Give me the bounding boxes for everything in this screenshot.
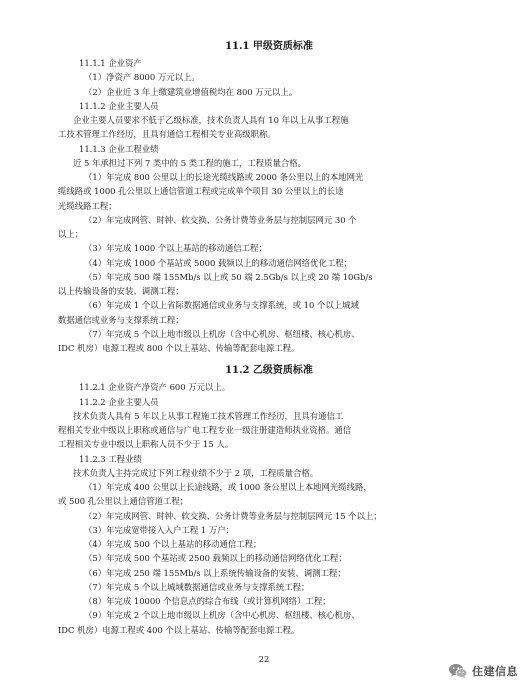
list-item: （9）年完成 2 个以上地市级以上机房（含中心机房、枢纽楼、核心机房、 [84, 610, 360, 621]
list-item-continuation: 光缆线路工程； [58, 200, 117, 211]
section-title-grade-a: 11.1 甲级资质标准 [225, 41, 313, 52]
wechat-icon [448, 663, 468, 679]
list-item-continuation: IDC 机房）电源工程或 800 个以上基站、传输等配套电源工程。 [58, 343, 300, 353]
list-item: （1）年完成 800 公里以上的长途光缆线路或 2000 条公里以上的本地网光 [84, 172, 364, 182]
paragraph-line: 程相关专业中级以上职称或通信与广电工程专业一级注册建造师执业资格。通信 [58, 425, 352, 435]
list-item: （6）年完成 250 端 155Mb/s 以上系统传输设备的安装、调测工程； [84, 567, 346, 578]
list-item: （7）年完成 5 个以上城域数据通信或业务与支撑系统工程； [84, 581, 310, 592]
list-item: （2）年完成网管、时钟、软交换、公务计费等业务层与控制层网元 15 个以上； [84, 510, 382, 521]
list-item: （4）年完成 500 个以上基站的移动通信工程； [84, 539, 262, 549]
list-item-continuation: IDC 机房）电源工程或 400 个以上基站、传输等配套电源工程。 [58, 624, 300, 635]
paragraph-line: 技术负责人主持完成过下列工程业绩不少于 2 项，工程质量合格。 [73, 467, 319, 478]
page-number: 22 [258, 654, 270, 664]
list-item-continuation: 或 500 孔公里以上通信管道工程； [58, 496, 189, 507]
subsection-heading: 11.1.3 企业工程业绩 [79, 143, 159, 154]
list-item-continuation: 数据通信或业务与支撑系统工程； [58, 314, 184, 325]
list-item: （3）年完成 1000 个以上基站的移动通信工程； [84, 243, 267, 254]
list-item: （3）年完成宽带接入入户工程 1 万户； [84, 524, 234, 535]
watermark [448, 663, 518, 679]
list-item: （7）年完成 5 个以上地市级以上机房（含中心机房、枢纽楼、核心机房、 [84, 328, 360, 339]
list-item: （5）年完成 500 个基站或 2500 载频以上的移动通信网络优化工程； [84, 553, 347, 564]
list-item: （1）净资产 8000 万元以上。 [84, 72, 200, 83]
paragraph-line: 企业主要人员要求不低于乙级标准，技术负责人具有 10 年以上从事工程施 [73, 115, 349, 125]
paragraph-line: 工程相关专业中级以上职称人员不少于 15 人。 [58, 439, 234, 450]
list-item-continuation: 以上传输设备的安装、调测工程； [58, 286, 184, 296]
paragraph-line: 近 5 年承担过下列 7 类中的 5 类工程的施工，工程质量合格。 [73, 157, 306, 168]
paragraph-line: 工技术管理工作经历，且具有通信工程相关专业高级职称。 [58, 129, 276, 140]
list-item: （2）年完成网管、时钟、软交换、公务计费等业务层与控制层网元 30 个 [84, 214, 357, 225]
section-title-grade-b: 11.2 乙级资质标准 [225, 365, 313, 377]
subsection-heading: 11.2.3 工程业绩 [79, 453, 142, 464]
list-item: （8）年完成 10000 个信息点的综合布线（或计算机网络）工程； [84, 596, 331, 606]
subsection-heading: 11.1.2 企业主要人员 [79, 100, 159, 111]
subsection-heading: 11.1.1 企业资产 [79, 58, 142, 68]
list-item: （6）年完成 1 个以上省际数据通信或业务与支撑系统，或 10 个以上城域 [84, 300, 359, 311]
list-item: （5）年完成 500 端 155Mb/s 以上或 50 端 2.5Gb/s 以上或 20 端 10Gb/s [84, 271, 373, 282]
list-item: （1）年完成 400 公里以上长途线路，或 1000 条公里以上本地网光缆线路， [84, 482, 372, 492]
subsection-heading: 11.2.1 企业资产净资产 600 万元以上。 [79, 382, 231, 393]
subsection-heading: 11.2.2 企业主要人员 [79, 396, 159, 407]
document-body [58, 40, 480, 637]
list-item-continuation: 以上； [58, 229, 84, 239]
list-item-continuation: 缆线路或 1000 孔公里以上通信管道工程或完成单个项目 30 公里以上的长途 [58, 186, 344, 197]
watermark-label: 住建信息 [472, 665, 518, 678]
paragraph-line: 技术负责人具有 5 年以上从事工程施工技术管理工作经历，且具有通信工 [73, 410, 344, 421]
list-item: （2）企业近 3 年上缴建筑业增值税均在 800 万元以上。 [84, 86, 298, 97]
list-item: （4）年完成 1000 个基站或 5000 载频以上的移动通信网络优化工程； [84, 257, 352, 268]
